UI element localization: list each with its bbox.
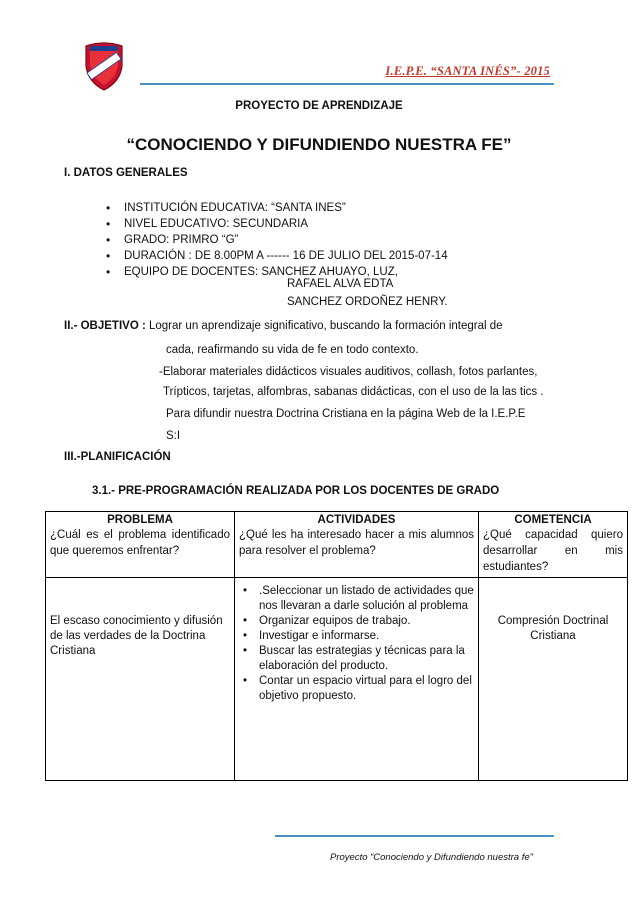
column-header-competencia: COMETENCIA xyxy=(514,514,592,526)
table-header-cell xyxy=(479,512,628,578)
objective-line: Trípticos, tarjetas, alfombras, sabanas didácticas, con el uso de la las tics . xyxy=(163,386,544,398)
school-header-title: I.E.P.E. “SANTA INÉS”- 2015 xyxy=(385,64,550,78)
table-cell-competence xyxy=(479,578,628,781)
footer-divider xyxy=(275,835,554,837)
page-title: “CONOCIENDO Y DIFUNDIENDO NUESTRA FE” xyxy=(126,135,512,154)
table-cell-problem xyxy=(46,578,235,781)
team-member: SANCHEZ ORDOÑEZ HENRY. xyxy=(287,296,448,308)
list-item: • Organizar equipos de trabajo. xyxy=(239,614,474,629)
list-item: • DURACIÓN : DE 8.00PM A ------ 16 DE JULIO DEL 2015-07-14 xyxy=(104,248,584,264)
list-item: • NIVEL EDUCATIVO: SECUNDARIA xyxy=(104,216,584,232)
activities-list xyxy=(239,584,474,704)
table-header-cell xyxy=(235,512,479,578)
list-item: • Contar un espacio virtual para el logro del objetivo propuesto. xyxy=(239,674,474,704)
header-divider xyxy=(140,83,554,85)
general-data-list xyxy=(104,200,584,280)
objective-first-line xyxy=(64,320,503,332)
objective-line: Para difundir nuestra Doctrina Cristiana en la página Web de la I.E.P.E xyxy=(166,408,526,420)
table-row xyxy=(46,578,628,781)
list-item: • Investigar e informarse. xyxy=(239,629,474,644)
list-item: • Buscar las estrategias y técnicas para la elaboración del producto. xyxy=(239,644,474,674)
section-heading-planificacion: III.-PLANIFICACIÓN xyxy=(64,451,171,463)
project-label: PROYECTO DE APRENDIZAJE xyxy=(235,100,403,112)
section-heading-objetivo: II.- OBJETIVO : xyxy=(64,320,146,332)
table-cell-activities xyxy=(235,578,479,781)
list-item: • INSTITUCIÓN EDUCATIVA: “SANTA INES” xyxy=(104,200,584,216)
objective-text: Lograr un aprendizaje significativo, buscando la formación integral de xyxy=(149,320,503,332)
section-heading-datos: I. DATOS GENERALES xyxy=(64,167,188,179)
column-question: ¿Qué capacidad quiero desarrollar en mis estudiantes? xyxy=(483,529,623,573)
column-header-actividades: ACTIVIDADES xyxy=(317,514,396,526)
subsection-heading: 3.1.- PRE-PROGRAMACIÓN REALIZADA POR LOS DOCENTES DE GRADO xyxy=(92,485,500,497)
planning-table xyxy=(45,511,628,781)
school-crest-icon xyxy=(80,40,128,92)
list-item: • .Seleccionar un listado de actividades que nos llevaran a darle solución al problema xyxy=(239,584,474,614)
list-item: • EQUIPO DE DOCENTES: SANCHEZ AHUAYO, LUZ, xyxy=(104,264,584,280)
objective-line: -Elaborar materiales didácticos visuales auditivos, collash, fotos parlantes, xyxy=(159,366,538,378)
team-member: RAFAEL ALVA EDTA xyxy=(287,278,394,290)
list-item: • GRADO: PRIMRO “G” xyxy=(104,232,584,248)
competence-text: Compresión Doctrinal Cristiana xyxy=(497,615,609,642)
column-question: ¿Cuál es el problema identificado que queremos enfrentar? xyxy=(50,529,230,557)
table-header-cell xyxy=(46,512,235,578)
objective-line: cada, reafirmando su vida de fe en todo contexto. xyxy=(166,344,419,356)
column-question: ¿Qué les ha interesado hacer a mis alumnos para resolver el problema? xyxy=(239,529,474,557)
objective-line: S:I xyxy=(166,430,181,442)
footer-text: Proyecto “Conociendo y Difundiendo nuestra fe” xyxy=(330,852,533,863)
problem-text: El escaso conocimiento y difusión de las verdades de la Doctrina Cristiana xyxy=(50,615,223,657)
table-header-row xyxy=(46,512,628,578)
column-header-problema: PROBLEMA xyxy=(107,514,173,526)
